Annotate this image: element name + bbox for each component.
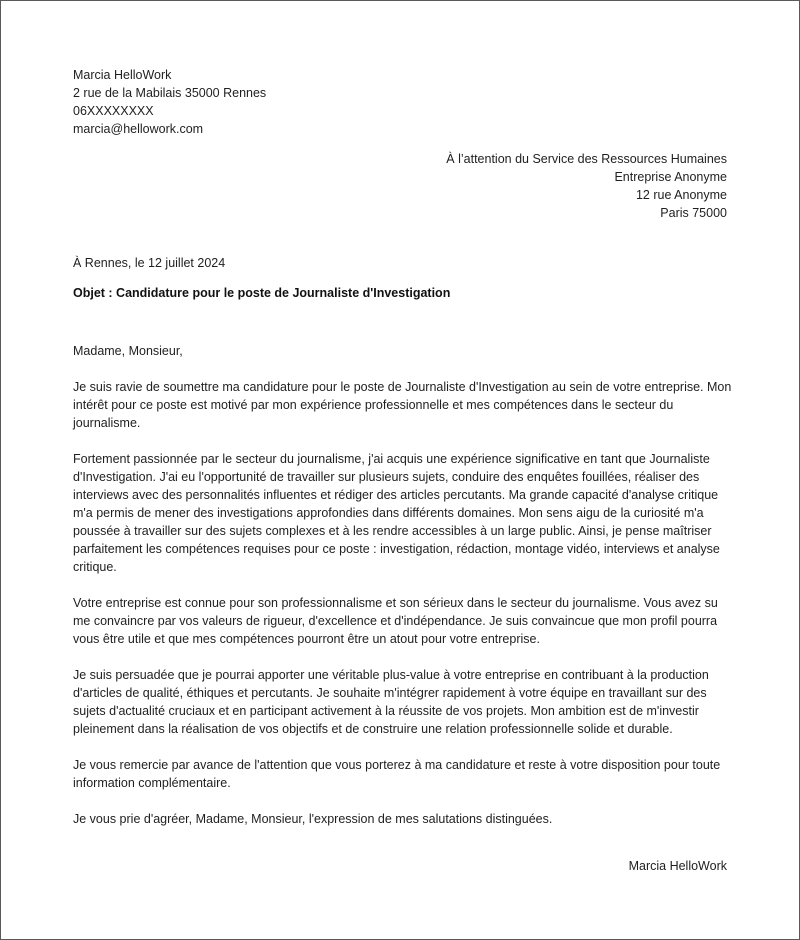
letter-subject: Objet : Candidature pour le poste de Journaliste d'Investigation xyxy=(73,286,451,300)
sender-phone: 06XXXXXXXX xyxy=(73,104,154,118)
sender-block xyxy=(73,66,266,138)
recipient-attention: À l’attention du Service des Ressources Humaines xyxy=(446,152,727,166)
body-paragraph: Votre entreprise est connue pour son professionnalisme et son sérieux dans le secteur du journalisme. Vous avez su me convaincre par vos valeurs de rigueur, d'excellence et d'indépendance. Je suis convaincue que mon profil pourra vous être utile et que mes compétences pourront être un atout pour votre entreprise. xyxy=(73,596,718,646)
greeting: Madame, Monsieur, xyxy=(73,344,183,358)
body-paragraph: Je vous remercie par avance de l'attention que vous porterez à ma candidature et reste à votre disposition pour toute information complémentaire. xyxy=(73,758,721,790)
closing-paragraph: Je vous prie d'agréer, Madame, Monsieur, l'expression de mes salutations distinguées. xyxy=(73,812,553,826)
sender-email: marcia@hellowork.com xyxy=(73,122,204,136)
recipient-city: Paris 75000 xyxy=(660,206,727,220)
recipient-block xyxy=(446,150,727,222)
place-date: À Rennes, le 12 juillet 2024 xyxy=(73,256,226,270)
body-paragraph: Je suis ravie de soumettre ma candidature pour le poste de Journaliste d'Investigation au sein de votre entreprise. Mon intérêt pour ce poste est motivé par mon expérience professionnelle et mes compétences dans le secteur du journalisme. xyxy=(73,380,732,430)
sender-address: 2 rue de la Mabilais 35000 Rennes xyxy=(73,86,267,100)
letter-body xyxy=(73,342,733,846)
body-paragraph: Je suis persuadée que je pourrai apporter une véritable plus-value à votre entreprise en contribuant à la production d'articles de qualité, éthiques et percutants. Je souhaite m'intégrer rapidement à votre équipe en travaillant sur des sujets d'actualité cruciaux et en participant activement à la réussite de vos projets. Mon ambition est de m'investir pleinement dans la réalisation de vos objectifs et de construire une relation professionnelle solide et durable. xyxy=(73,668,709,736)
sender-name: Marcia HelloWork xyxy=(73,68,172,82)
recipient-street: 12 rue Anonyme xyxy=(635,188,727,202)
recipient-company: Entreprise Anonyme xyxy=(614,170,727,184)
signature: Marcia HelloWork xyxy=(628,859,727,873)
body-paragraph: Fortement passionnée par le secteur du journalisme, j'ai acquis une expérience significative en tant que Journaliste d'Investigation. J'ai eu l'opportunité de travailler sur plusieurs sujets, conduire des enquêtes fouillées, réaliser des interviews avec des personnalités influentes et rédiger des articles percutants. Ma grande capacité d'analyse critique m'a permis de mener des investigations approfondies dans différents domaines. Mon sens aigu de la curiosité m'a poussée à travailler sur des sujets complexes et à les rendre accessibles à un large public. Ainsi, je pense maîtriser parfaitement les compétences requises pour ce poste : investigation, rédaction, montage vidéo, interviews et analyse critique. xyxy=(73,452,720,574)
